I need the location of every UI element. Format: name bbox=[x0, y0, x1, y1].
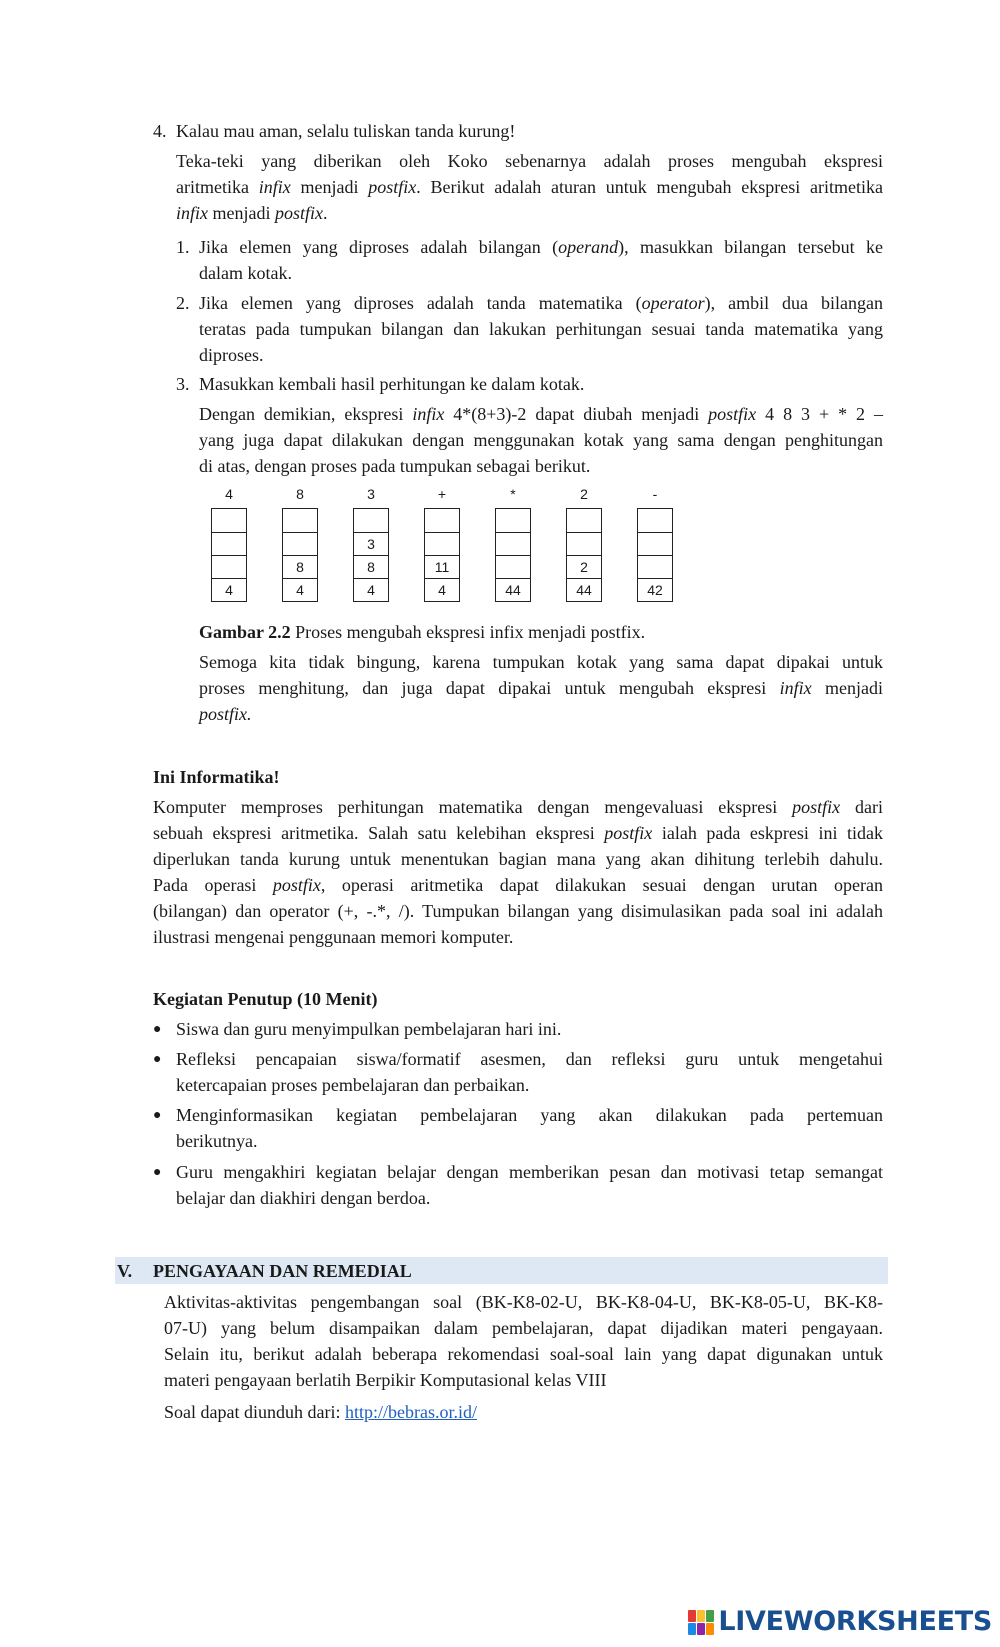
infix-term: infix bbox=[176, 203, 208, 223]
postfix-term: postfix bbox=[792, 797, 841, 817]
penutup-line: belajar dan diakhiri dengan berdoa. bbox=[176, 1188, 431, 1208]
intro-line-2 bbox=[176, 174, 883, 200]
operator-term: operator bbox=[641, 293, 705, 313]
informatika-text: ialah pada eskpresi ini tidak bbox=[652, 823, 884, 843]
download-link[interactable]: http://bebras.or.id/ bbox=[344, 1402, 477, 1422]
stack-cell: 2 bbox=[567, 555, 601, 578]
section-5-line: Aktivitas-aktivitas pengembangan soal (BK-K8-02-U, BK-K8-04-U, BK-K8-05-U, BK-K8- bbox=[164, 1292, 883, 1312]
stack-cell bbox=[496, 555, 530, 578]
rule-line bbox=[199, 234, 883, 260]
intro-text: aritmetika bbox=[176, 177, 259, 197]
informatika-line: ilustrasi mengenai penggunaan memori komputer. bbox=[153, 927, 514, 947]
demikian-text: 4 8 3 + * 2 – bbox=[756, 404, 883, 424]
penutup-line: ketercapaian proses pembelajaran dan perbaikan. bbox=[176, 1075, 530, 1095]
intro-line-1: Teka-teki yang diberikan oleh Koko sebenarnya adalah proses mengubah ekspresi bbox=[176, 151, 883, 171]
postfix-term: postfix bbox=[272, 875, 321, 895]
intro-line-3 bbox=[176, 200, 883, 226]
stack-box bbox=[424, 508, 460, 602]
logo-square bbox=[688, 1623, 696, 1635]
rule-line: Masukkan kembali hasil perhitungan ke dalam kotak. bbox=[199, 374, 585, 394]
stack-cell: 44 bbox=[496, 578, 530, 601]
penutup-item-4 bbox=[153, 1159, 883, 1211]
rule-1 bbox=[176, 234, 883, 286]
section-5-line: Selain itu, berikut adalah beberapa rekomendasi soal-soal lain yang dapat digunakan untuk bbox=[164, 1344, 883, 1364]
penutup-line: Guru mengakhiri kegiatan belajar dengan memberikan pesan dan motivasi tetap semangat bbox=[176, 1162, 883, 1182]
stack-diagram bbox=[211, 486, 681, 606]
stack-box bbox=[211, 508, 247, 602]
stack-element-label: - bbox=[652, 486, 658, 502]
penutup-line: Siswa dan guru menyimpulkan pembelajaran hari ini. bbox=[176, 1019, 562, 1039]
section-5-line: 07-U) yang belum disampaikan dalam pembelajaran, dapat dijadikan materi pengayaan. bbox=[164, 1318, 883, 1338]
logo-square bbox=[697, 1623, 705, 1635]
rule-line: teratas pada tumpukan bilangan dan lakukan perhitungan sesuai tanda matematika yang bbox=[199, 319, 883, 339]
penutup-item-2 bbox=[153, 1046, 883, 1098]
stack-cell bbox=[283, 509, 317, 532]
bullet-icon: ● bbox=[153, 1165, 162, 1180]
stack-cell: 11 bbox=[425, 555, 459, 578]
stack-box bbox=[282, 508, 318, 602]
stack-cell: 8 bbox=[283, 555, 317, 578]
informatika-text: Komputer memproses perhitungan matematika dengan mengevaluasi ekspresi bbox=[153, 797, 793, 817]
logo-square bbox=[697, 1610, 705, 1622]
section-5-title: PENGAYAAN DAN REMEDIAL bbox=[153, 1261, 412, 1281]
penutup-line: berikutnya. bbox=[176, 1131, 258, 1151]
download-label: Soal dapat diunduh dari: bbox=[164, 1402, 345, 1422]
stack-cell bbox=[212, 555, 246, 578]
section-5-heading bbox=[117, 1258, 412, 1284]
postfix-term: postfix bbox=[708, 404, 757, 424]
informatika-heading-text: Ini Informatika! bbox=[153, 767, 280, 787]
rule-line: dalam kotak. bbox=[199, 263, 292, 283]
penutup-line: Menginformasikan kegiatan pembelajaran yang akan dilakukan pada pertemuan bbox=[176, 1105, 883, 1125]
logo-square bbox=[706, 1623, 714, 1635]
intro-text: menjadi bbox=[290, 177, 369, 197]
liveworksheets-logo-text: LIVEWORKSHEETS bbox=[718, 1606, 992, 1637]
stack-cell: 4 bbox=[283, 578, 317, 601]
intro-paragraph bbox=[176, 148, 883, 226]
operand-term: operand bbox=[558, 237, 619, 257]
penutup-heading-text: Kegiatan Penutup (10 Menit) bbox=[153, 989, 378, 1009]
informatika-text: sebuah ekspresi aritmetika. Salah satu kelebihan ekspresi bbox=[153, 823, 605, 843]
penutup-item-3 bbox=[153, 1102, 883, 1154]
penutup-line: Refleksi pencapaian siswa/formatif asesmen, dan refleksi guru untuk mengetahui bbox=[176, 1049, 883, 1069]
stack-cell bbox=[638, 532, 672, 555]
download-line bbox=[164, 1399, 477, 1425]
demikian-line-2: yang juga dapat dilakukan dengan menggunakan kotak yang sama dengan penghitungan bbox=[199, 430, 883, 450]
stack-cell: 4 bbox=[212, 578, 246, 601]
figure-caption bbox=[199, 619, 645, 645]
rule-3 bbox=[176, 371, 883, 397]
logo-square bbox=[706, 1610, 714, 1622]
section-5-number: V. bbox=[117, 1261, 133, 1281]
rule-number: 3. bbox=[176, 374, 190, 394]
semoga-line-1: Semoga kita tidak bingung, karena tumpukan kotak yang sama dapat dipakai untuk bbox=[199, 652, 883, 672]
semoga-text: menjadi bbox=[811, 678, 884, 698]
stack-element-label: 3 bbox=[367, 486, 375, 502]
semoga-line-3 bbox=[199, 701, 883, 727]
stack-cell bbox=[567, 509, 601, 532]
informatika-text: , operasi aritmetika dapat dilakukan sesuai dengan urutan operan bbox=[320, 875, 883, 895]
stack-cell bbox=[212, 509, 246, 532]
intro-text: . bbox=[322, 203, 328, 223]
postfix-term: postfix bbox=[368, 177, 417, 197]
stack-cell: 42 bbox=[638, 578, 672, 601]
item-4-number: 4. bbox=[153, 121, 167, 141]
stack-cell: 3 bbox=[354, 532, 388, 555]
demikian-line-3: di atas, dengan proses pada tumpukan sebagai berikut. bbox=[199, 456, 591, 476]
caption-text: Proses mengubah ekspresi infix menjadi postfix. bbox=[290, 622, 646, 642]
rule-number: 2. bbox=[176, 293, 190, 313]
semoga-text: proses menghitung, dan juga dapat dipakai untuk mengubah ekspresi bbox=[199, 678, 780, 698]
stack-cell: 4 bbox=[354, 578, 388, 601]
rule-2 bbox=[176, 290, 883, 368]
informatika-line bbox=[153, 794, 883, 820]
stack-element-label: 2 bbox=[580, 486, 588, 502]
informatika-heading bbox=[153, 764, 280, 790]
stack-cell bbox=[496, 532, 530, 555]
stack-cell bbox=[638, 509, 672, 532]
postfix-term: postfix. bbox=[199, 704, 252, 724]
item-4-text: Kalau mau aman, selalu tuliskan tanda kurung! bbox=[176, 121, 516, 141]
stack-cell bbox=[354, 509, 388, 532]
stack-box bbox=[353, 508, 389, 602]
intro-text: menjadi bbox=[208, 203, 275, 223]
stack-cell bbox=[283, 532, 317, 555]
stack-cell bbox=[567, 532, 601, 555]
semoga-paragraph bbox=[199, 649, 883, 727]
intro-text: . Berikut adalah aturan untuk mengubah ekspresi aritmetika bbox=[416, 177, 884, 197]
stack-cell bbox=[212, 532, 246, 555]
stack-element-label: * bbox=[510, 486, 516, 502]
stack-cell bbox=[425, 532, 459, 555]
infix-term: infix bbox=[258, 177, 291, 197]
rule-text: Jika elemen yang diproses adalah tanda matematika ( bbox=[199, 293, 642, 313]
postfix-term: postfix bbox=[604, 823, 653, 843]
demikian-paragraph bbox=[199, 401, 883, 479]
stack-cell: 44 bbox=[567, 578, 601, 601]
rule-number: 1. bbox=[176, 237, 190, 257]
stack-element-label: 8 bbox=[296, 486, 304, 502]
informatika-line: diperlukan tanda kurung untuk menentukan bagian mana yang akan dihitung terlebih dahulu. bbox=[153, 849, 883, 869]
informatika-line bbox=[153, 820, 883, 846]
section-5-line: materi pengayaan berlatih Berpikir Komputasional kelas VIII bbox=[164, 1370, 607, 1390]
stack-cell bbox=[425, 509, 459, 532]
informatika-paragraph bbox=[153, 794, 883, 950]
stack-cell bbox=[638, 555, 672, 578]
postfix-term: postfix bbox=[274, 203, 323, 223]
semoga-line-2 bbox=[199, 675, 883, 701]
rule-text: Jika elemen yang diproses adalah bilangan ( bbox=[199, 237, 559, 257]
caption-label: Gambar 2.2 bbox=[199, 622, 291, 642]
infix-term: infix bbox=[412, 404, 445, 424]
informatika-line bbox=[153, 872, 883, 898]
rule-line: diproses. bbox=[199, 345, 264, 365]
section-5-paragraph bbox=[164, 1289, 883, 1393]
stack-cell: 8 bbox=[354, 555, 388, 578]
stack-element-label: + bbox=[437, 486, 447, 502]
liveworksheets-logo-icon bbox=[688, 1610, 714, 1635]
penutup-heading bbox=[153, 986, 378, 1012]
informatika-line: (bilangan) dan operator (+, -.*, /). Tumpukan bilangan yang disimulasikan pada soal ini adalah bbox=[153, 901, 883, 921]
rule-text: ), ambil dua bilangan bbox=[704, 293, 883, 313]
stack-element-label: 4 bbox=[225, 486, 233, 502]
stack-box bbox=[637, 508, 673, 602]
infix-term: infix bbox=[779, 678, 812, 698]
bullet-icon: ● bbox=[153, 1052, 162, 1067]
stack-cell: 4 bbox=[425, 578, 459, 601]
demikian-line-1 bbox=[199, 401, 883, 427]
rule-text: ), masukkan bilangan tersebut ke bbox=[618, 237, 883, 257]
stack-cell bbox=[496, 509, 530, 532]
bullet-icon: ● bbox=[153, 1108, 162, 1123]
informatika-text: Pada operasi bbox=[153, 875, 273, 895]
informatika-text: dari bbox=[840, 797, 883, 817]
logo-square bbox=[688, 1610, 696, 1622]
rule-line bbox=[199, 290, 883, 316]
demikian-text: 4*(8+3)-2 dapat diubah menjadi bbox=[444, 404, 709, 424]
stack-box bbox=[566, 508, 602, 602]
demikian-text: Dengan demikian, ekspresi bbox=[199, 404, 413, 424]
penutup-item-1 bbox=[153, 1016, 883, 1042]
liveworksheets-logo bbox=[688, 1605, 992, 1639]
bullet-icon: ● bbox=[153, 1022, 162, 1037]
stack-box bbox=[495, 508, 531, 602]
